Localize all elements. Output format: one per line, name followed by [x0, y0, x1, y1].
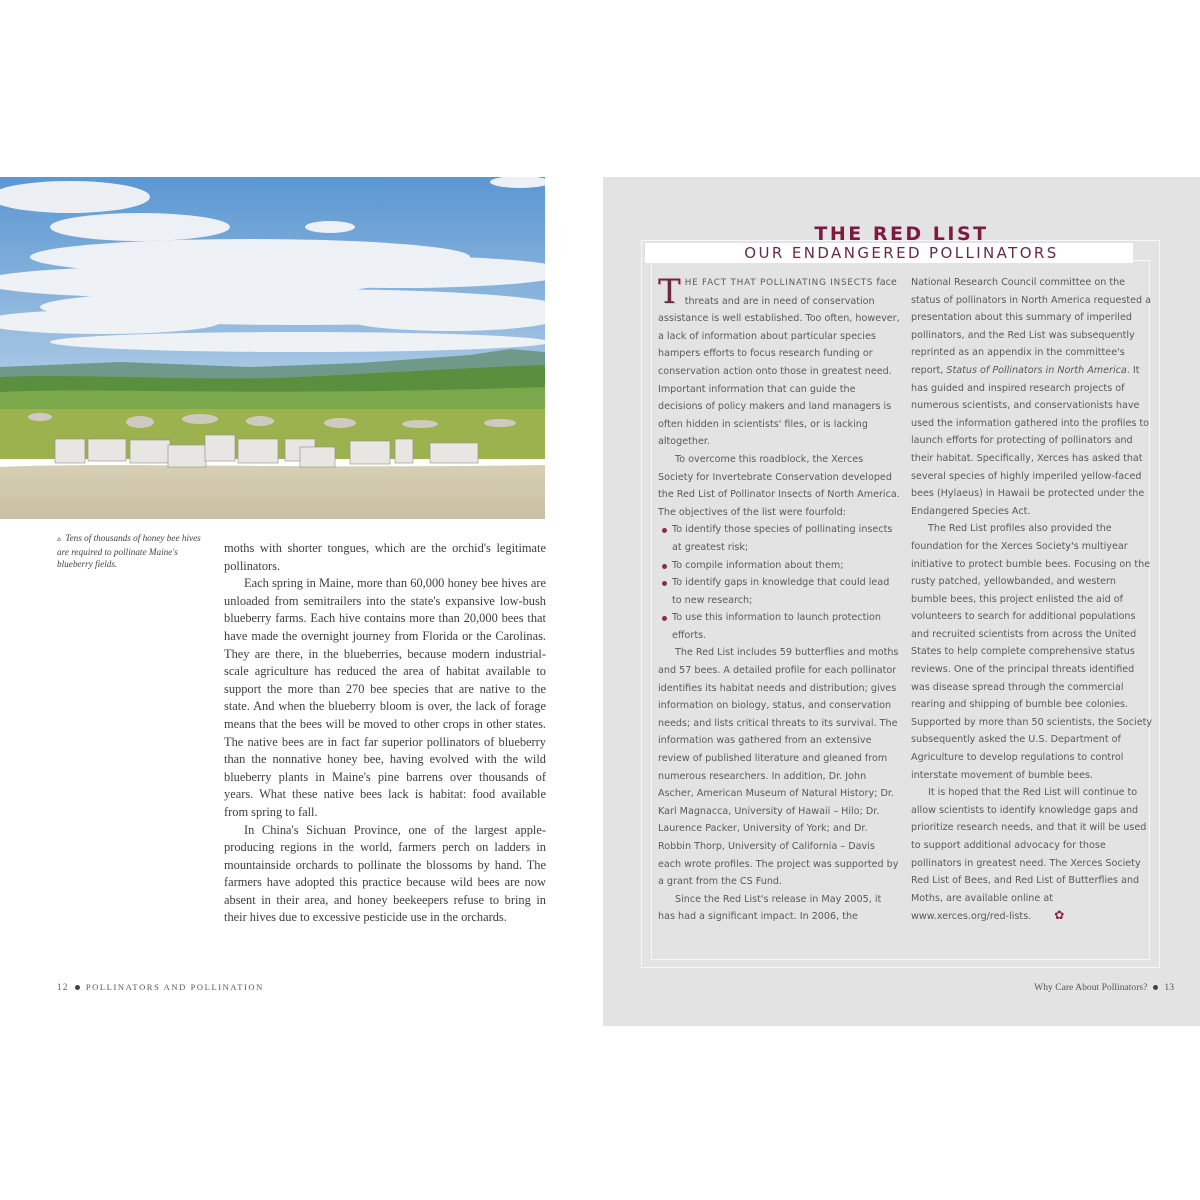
sidebar-title: THE RED LIST	[814, 223, 989, 245]
paragraph-text: . It has guided and inspired research projects of numerous scientists, and conservationists have used the information gathered into the profiles to launch efforts for protecting of pollinators and their habitat. Specifically, Xerces has asked that several species of highly imperiled yellow-faced bees (Hylaeus) in Hawaii be protected under the Endangered Species Act.	[911, 364, 1150, 517]
left-folio	[57, 982, 264, 992]
sidebar-column-left	[658, 274, 900, 926]
sidebar-paragraph	[658, 274, 900, 451]
photo-caption	[57, 532, 207, 571]
sidebar-paragraph: Since the Red List's release in May 2005, it has had a significant impact. In 2006, the	[658, 893, 882, 923]
objectives-list	[658, 521, 900, 644]
sidebar-column-right	[911, 274, 1153, 926]
running-head: POLLINATORS AND POLLINATION	[85, 982, 264, 992]
bullet-dot-icon	[1153, 985, 1158, 990]
right-page-sidebar-box	[603, 177, 1200, 1026]
running-head: Why Care About Pollinators?	[1034, 982, 1148, 993]
list-item: To use this information to launch protection efforts.	[658, 609, 900, 644]
sidebar-paragraph: The Red List includes 59 butterflies and moths and 57 bees. A detailed profile for each pollinator identifies its habitat needs and distribution; gives information on biology, status, and conservation needs; and lists critical threats to its survival. The information was gathered from an extensive review of published literature and gleaned from numerous researchers. In addition, Dr. John Ascher, American Museum of Natural History; Dr. Karl Magnacca, University of Hawaii – Hilo; Dr. Laurence Packer, University of York; and Dr. Robbin Thorp, University of California – Davis each wrote profiles. The project was supported by a grant from the CS Fund.	[658, 647, 899, 888]
list-item: To identify those species of pollinating insects at greatest risk;	[658, 521, 900, 556]
sidebar-paragraph: To overcome this roadblock, the Xerces Society for Invertebrate Conservation developed the Red List of Pollinator Insects of North America. The objectives of the list were fourfold:	[658, 453, 900, 518]
paragraph-text: It is hoped that the Red List will continue to allow scientists to identify knowledge gaps and prioritize research needs, and that it will be used to support additional advocacy for those pollinators in greatest need. The Xerces Society Red List of Bees, and Red List of Butterflies and Moths, are available online at www.xerces.org/red-lists.	[911, 787, 1147, 923]
left-body-text	[224, 540, 546, 927]
report-title: Status of Pollinators in North America	[946, 364, 1127, 376]
drop-cap: T	[658, 272, 681, 312]
caption-text: Tens of thousands of honey bee hives are required to pollinate Maine's blueberry fields.	[57, 533, 201, 569]
bullet-dot-icon	[75, 985, 80, 990]
caption-triangle-icon: ▵	[57, 534, 62, 543]
list-item: To identify gaps in knowledge that could lead to new research;	[658, 574, 900, 609]
lead-in: HE FACT THAT POLLINATING INSECTS	[684, 278, 874, 288]
list-item: To compile information about them;	[658, 557, 900, 575]
right-folio	[1034, 982, 1174, 993]
paragraph-text: face threats and are in need of conservation assistance is well established. Too often, however, a lack of information about particular species hampers efforts to focus research funding or conservation action onto those in greatest need. Important information that can guide the decisions of policy makers and land managers is often hidden in scientists' files, or is lacking altogether.	[658, 277, 900, 448]
left-paragraph: Each spring in Maine, more than 60,000 honey bee hives are unloaded from semitrailers into the state's expansive low-bush blueberry farms. Each hive contains more than 20,000 bees that have made the overnight journey from Florida or the Carolinas. They are there, in the blueberries, because modern industrial-scale agriculture has reduced the area of habitat available to support the more than 270 bee species that are native to the state. And when the blueberry bloom is over, the lack of forage means that the bees will be moved to other crops in other states. The native bees are in fact far superior pollinators of blueberry than the nonnative honey bee, having evolved with the wild blueberry plants in Maine's pine barrens over thousands of years. What these native bees lack is habitat: food available from spring to fall.	[224, 576, 546, 819]
left-paragraph: moths with shorter tongues, which are the orchid's legitimate pollinators.	[224, 541, 546, 573]
left-paragraph: In China's Sichuan Province, one of the largest apple-producing regions in the world, farmers perch on ladders in mountainside orchards to pollinate the blossoms by hand. The farmers have adopted this practice because wild bees are now absent in their area, and honey beekeepers refuse to bring in their hives due to excessive pesticide use in the orchards.	[224, 822, 546, 925]
sidebar-subtitle: OUR ENDANGERED POLLINATORS	[744, 244, 1059, 262]
page-number: 12	[57, 982, 69, 992]
beehive-field-photo	[0, 177, 545, 519]
sidebar-paragraph	[911, 784, 1153, 926]
paragraph-text: National Research Council committee on the status of pollinators in North America requested a presentation about this summary of imperiled pollinators, and the Red List was subsequently reprinted as an appendix in the committee's report,	[911, 277, 1152, 376]
page-number: 13	[1164, 982, 1174, 993]
end-mark-flower-icon: ✿	[1054, 908, 1065, 923]
sidebar-paragraph	[911, 274, 1153, 520]
sidebar-paragraph: The Red List profiles also provided the foundation for the Xerces Society's multiyear initiative to protect bumble bees. Focusing on the rusty patched, yellowbanded, and western bumble bees, this project enlisted the aid of volunteers to search for additional populations and recruited scientists from across the United States to help complete comprehensive status reviews. One of the principal threats identified was disease spread through the commercial rearing and shipping of bumble bee colonies. Supported by more than 50 scientists, the Society subsequently asked the U.S. Department of Agriculture to develop regulations to control interstate movement of bumble bees.	[911, 523, 1153, 781]
